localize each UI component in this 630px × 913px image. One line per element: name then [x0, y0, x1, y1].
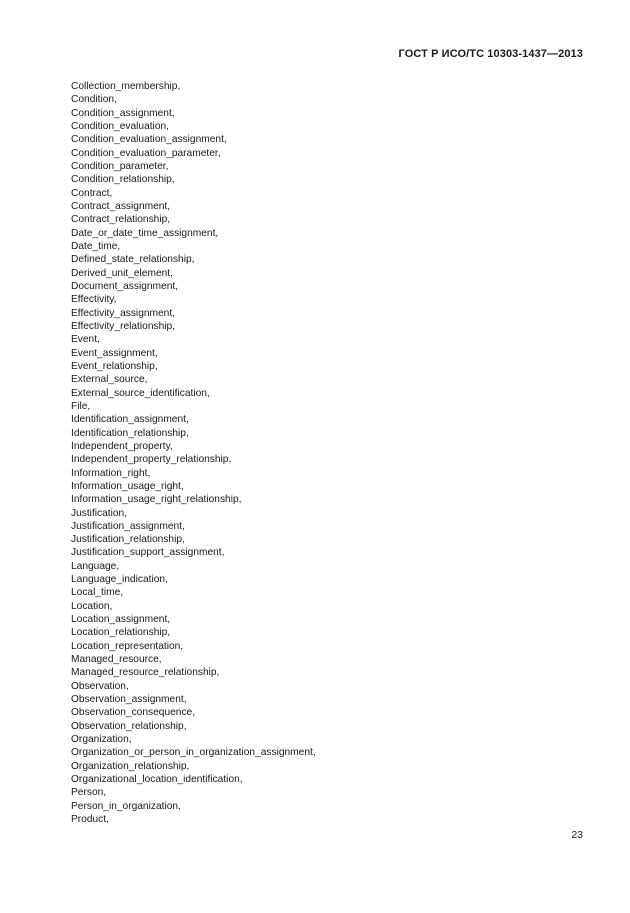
entity-list-item: Condition_assignment,	[71, 107, 175, 119]
entity-list-item: Document_assignment,	[71, 280, 179, 292]
entity-list-item: Contract_assignment,	[71, 200, 171, 212]
entity-list-item: Organizational_location_identification,	[71, 774, 243, 786]
entity-list-item: Product,	[71, 814, 109, 826]
entity-list-item: Date_time,	[71, 240, 121, 252]
entity-list-item: Effectivity,	[71, 294, 117, 306]
entity-list	[71, 80, 316, 826]
entity-list-item: Person,	[71, 787, 107, 799]
entity-list-item: Organization,	[71, 734, 132, 746]
entity-list-item: Justification_relationship,	[71, 534, 185, 546]
standard-header: ГОСТ Р ИСО/ТС 10303-1437—2013	[398, 48, 583, 60]
entity-list-item: Identification_relationship,	[71, 427, 189, 439]
entity-list-item: Condition_evaluation_parameter,	[71, 147, 221, 159]
entity-list-item: Justification_support_assignment,	[71, 547, 225, 559]
entity-list-item: Person_in_organization,	[71, 800, 181, 812]
entity-list-item: Defined_state_relationship,	[71, 254, 195, 266]
entity-list-item: Collection_membership,	[71, 81, 181, 92]
entity-list-item: Language_indication,	[71, 574, 168, 586]
entity-list-item: Independent_property_relationship,	[71, 454, 232, 466]
page-number: 23	[571, 829, 583, 841]
entity-list-item: Local_time,	[71, 587, 124, 599]
entity-list-item: Condition_parameter,	[71, 160, 169, 172]
entity-list-item: Location_assignment,	[71, 614, 171, 626]
entity-list-item: Information_right,	[71, 467, 151, 479]
entity-list-item: Derived_unit_element,	[71, 267, 173, 279]
entity-list-item: Independent_property,	[71, 440, 173, 452]
entity-list-item: Information_usage_right,	[71, 480, 184, 492]
entity-list-item: Condition_relationship,	[71, 174, 175, 186]
entity-list-item: Observation,	[71, 680, 129, 692]
entity-list-item: Condition,	[71, 94, 117, 106]
entity-list-item: Managed_resource_relationship,	[71, 667, 220, 679]
entity-list-item: Effectivity_relationship,	[71, 320, 176, 332]
entity-list-item: Organization_or_person_in_organization_assignment,	[71, 747, 316, 759]
entity-list-item: Observation_relationship,	[71, 720, 187, 732]
entity-list-item: Observation_assignment,	[71, 694, 187, 706]
entity-list-item: Event_assignment,	[71, 347, 158, 359]
entity-list-item: External_source,	[71, 374, 148, 386]
entity-list-item: Contract_relationship,	[71, 214, 171, 226]
entity-list-item: Location_relationship,	[71, 627, 171, 639]
entity-list-item: Justification,	[71, 507, 128, 519]
entity-list-item: Organization_relationship,	[71, 760, 190, 772]
entity-list-item: Managed_resource,	[71, 654, 162, 666]
entity-list-item: Information_usage_right_relationship,	[71, 494, 242, 506]
entity-list-item: Condition_evaluation,	[71, 120, 169, 132]
entity-list-item: Identification_assignment,	[71, 414, 189, 426]
entity-list-item: Observation_consequence,	[71, 707, 196, 719]
entity-list-item: Justification_assignment,	[71, 520, 185, 532]
entity-list-item: Location_representation,	[71, 640, 184, 652]
entity-list-item: Date_or_date_time_assignment,	[71, 227, 219, 239]
entity-list-item: File,	[71, 400, 91, 412]
entity-list-item: Effectivity_assignment,	[71, 307, 175, 319]
entity-list-item: Language,	[71, 560, 120, 572]
entity-list-item: Location,	[71, 600, 113, 612]
entity-list-item: Event_relationship,	[71, 360, 158, 372]
entity-list-item: Event,	[71, 334, 100, 346]
entity-list-item: Contract,	[71, 187, 113, 199]
entity-list-item: External_source_identification,	[71, 387, 210, 399]
entity-list-item: Condition_evaluation_assignment,	[71, 134, 227, 146]
